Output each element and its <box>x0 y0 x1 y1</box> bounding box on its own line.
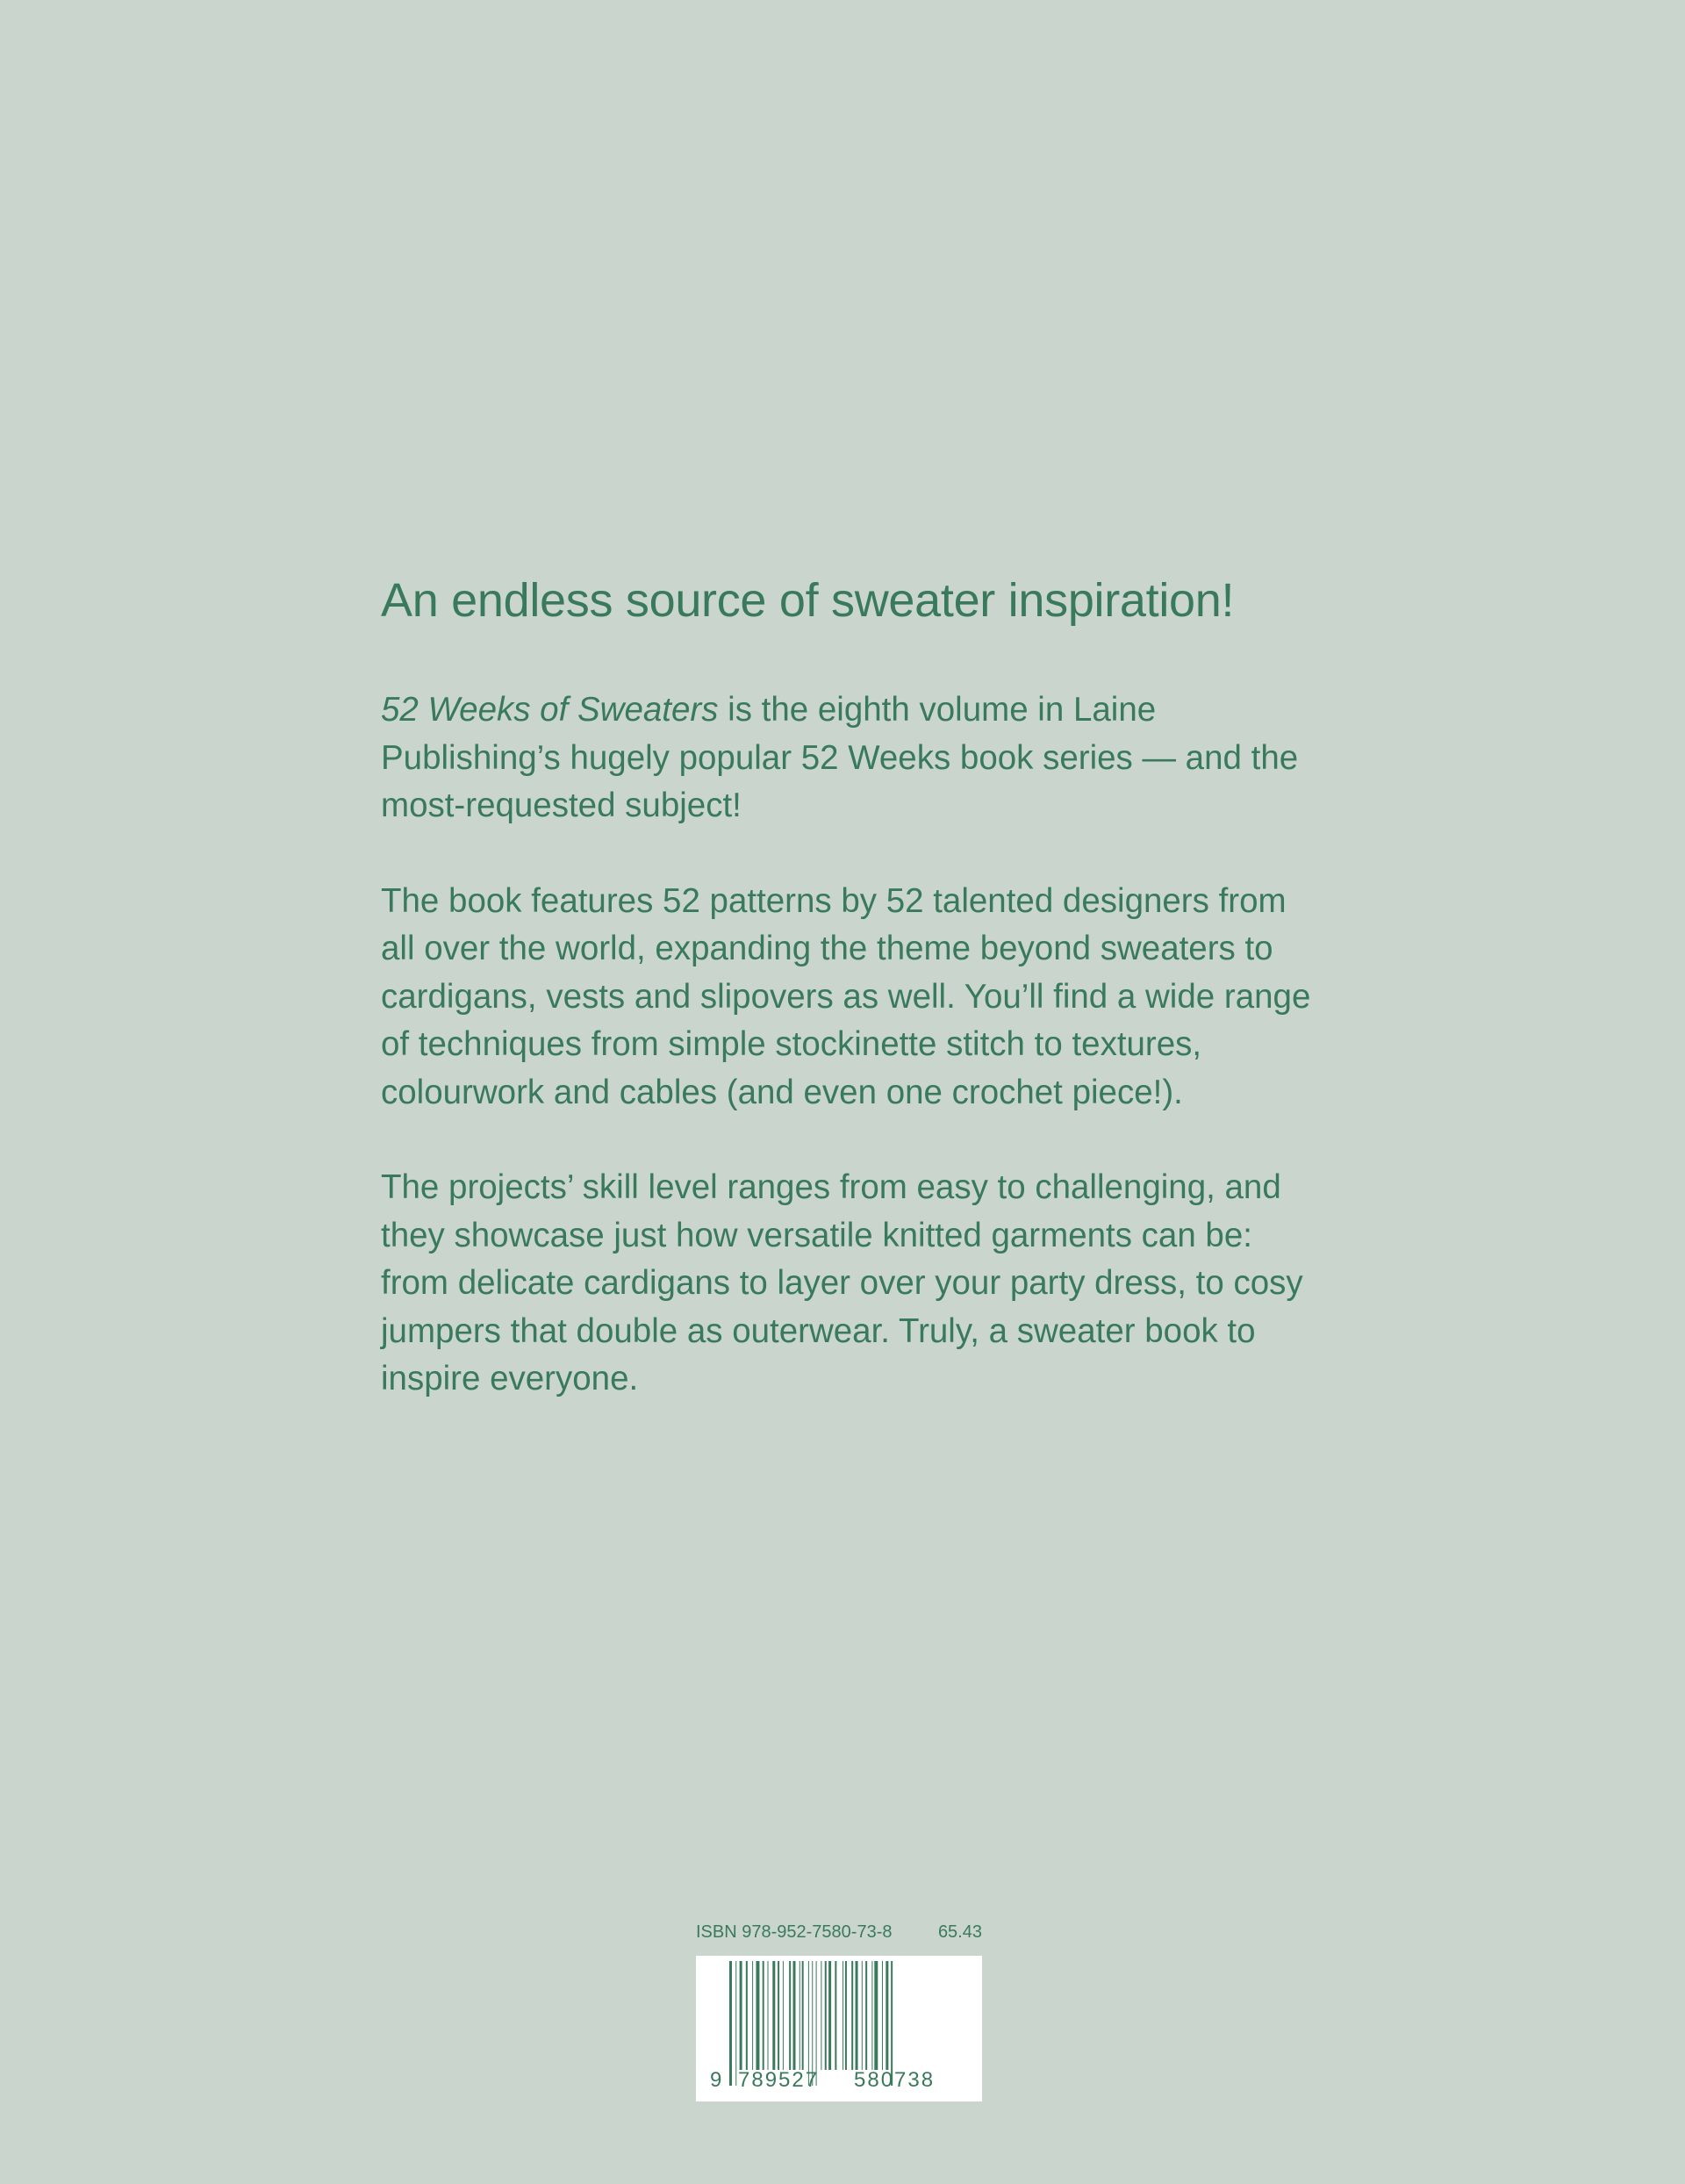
book-title: 52 Weeks of Sweaters <box>381 691 719 729</box>
barcode-bar <box>851 1961 853 2070</box>
barcode-bar <box>763 1961 764 2070</box>
barcode-bar <box>862 1961 863 2070</box>
barcode-bar <box>845 1961 847 2070</box>
barcode-bar <box>871 1961 872 2070</box>
barcode-bar <box>752 1961 753 2070</box>
headline: An endless source of sweater inspiration! <box>381 574 1235 627</box>
barcode-bar <box>789 1961 791 2070</box>
barcode-digits <box>696 2067 982 2094</box>
barcode-bar <box>778 1961 779 2070</box>
barcode-bar <box>882 1961 883 2070</box>
barcode-bar <box>740 1961 742 2070</box>
barcode-bar <box>842 1961 843 2070</box>
features-paragraph: The book features 52 patterns by 52 talented designers from all over the world, expanding the theme beyond sweaters to cardigans, vests and slipovers as well. You’ll find a wide range of techniques from simple stockinette stitch to textures, colourwork and cables (and even one crochet piece!). <box>381 881 1311 1111</box>
barcode-bar <box>828 1961 831 2070</box>
intro-text: is the eighth volume in Laine Publishing’s hugely popular 52 Weeks book series — and the most-requested subject! <box>381 691 1299 824</box>
barcode-digit-first: 9 <box>710 2068 723 2092</box>
back-cover-text <box>381 569 1311 1451</box>
barcode-bar <box>793 1961 796 2070</box>
barcode-bar <box>874 1961 878 2070</box>
barcode-bar <box>772 1961 775 2070</box>
skill-paragraph: The projects’ skill level ranges from easy to challenging, and they showcase just how versatile knitted garments can be: from delicate cardigans to layer over your party dress, to cosy jumpers that double as outerwear. Truly, a sweater book to inspire everyone. <box>381 1168 1303 1397</box>
barcode <box>696 1956 982 2101</box>
barcode-bar <box>799 1961 800 2070</box>
barcode-bar <box>768 1961 769 2070</box>
barcode-digits-right: 580738 <box>854 2068 936 2092</box>
barcode-block <box>696 1921 982 2101</box>
isbn-label: ISBN 978-952-7580-73-8 <box>696 1922 893 1942</box>
barcode-bar <box>746 1961 748 2070</box>
isbn-line <box>696 1921 982 1943</box>
barcode-bar <box>835 1961 836 2070</box>
barcode-bar <box>756 1961 759 2070</box>
barcode-bar <box>865 1961 867 2070</box>
product-code: 65.43 <box>937 1922 982 1942</box>
barcode-bar <box>802 1961 804 2070</box>
intro-paragraph <box>381 686 1311 830</box>
barcode-bar <box>856 1961 858 2070</box>
barcode-bar <box>783 1961 784 2070</box>
barcode-bar <box>886 1961 888 2070</box>
barcode-bar <box>825 1961 827 2070</box>
barcode-digits-left: 789527 <box>738 2068 820 2092</box>
